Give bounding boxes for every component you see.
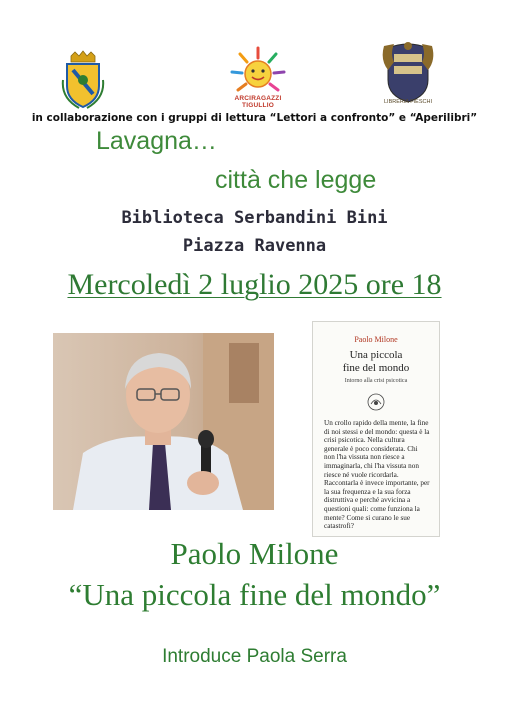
book-cover-blurb: Un crollo rapido della mente, la fine di noi stessi e del mondo: questa è la crisi psicotica. Nella cultura generale è poco considerata. Chi non l'ha vissuta non riesce a immaginarla, chi l'ha vissuta non riesce né vuole ricordarla. Raccontarla è invece importante, per la sua frequenza e la sua forza distruttiva e perché avvicina a questioni quali: come funziona la mente? Come si curano le sue catastrofi?	[324, 419, 430, 531]
collaboration-line: in collaborazione con i gruppi di lettura “Lettori a confronto” e “Aperilibri”	[31, 112, 478, 124]
book-cover	[312, 321, 440, 537]
book-cover-title-line2: fine del mondo	[342, 362, 410, 374]
speaker-name: Paolo Milone	[170, 536, 339, 571]
venue-address: Piazza Ravenna	[182, 236, 327, 256]
municipal-crest-icon	[61, 50, 105, 110]
arci-label-line2: TIGULLIO	[242, 102, 274, 109]
book-cover-title-line1: Una piccola	[349, 349, 403, 361]
venue-name: Biblioteca Serbandini Bini	[121, 208, 388, 228]
introduction-line: Introduce Paola Serra	[162, 646, 347, 667]
libreria-label: LIBRERIA FIESCHI	[384, 99, 432, 105]
griffin-crest-icon	[380, 40, 436, 106]
speaker-photo-icon	[53, 333, 274, 510]
book-cover-subtitle: Intorno alla crisi psicotica	[344, 378, 408, 384]
event-date-time: Mercoledì 2 luglio 2025 ore 18	[67, 268, 442, 301]
book-title: “Una piccola fine del mondo”	[68, 577, 441, 612]
arci-label-line1: ARCIRAGAZZI	[234, 95, 282, 102]
book-cover-author: Paolo Milone	[354, 335, 398, 344]
headline-line1: Lavagna…	[96, 127, 217, 155]
publisher-emblem-icon	[367, 393, 385, 411]
headline-line2: città che legge	[215, 166, 377, 194]
